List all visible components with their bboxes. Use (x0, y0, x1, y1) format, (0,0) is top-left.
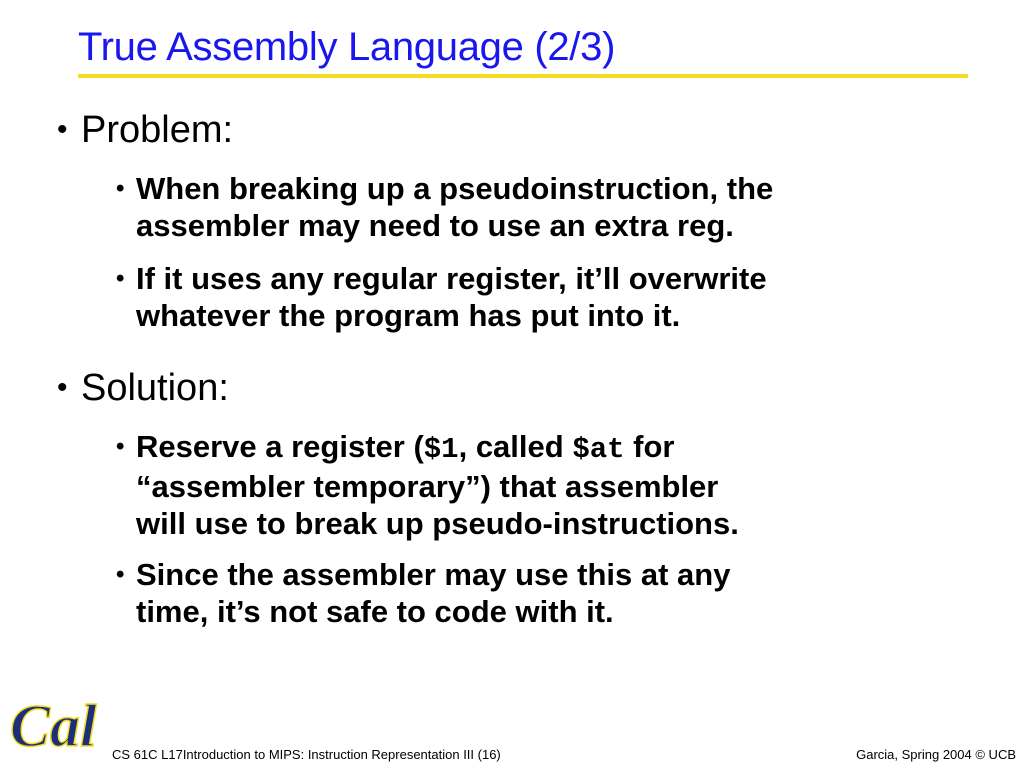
solution-point-1-text-c: for (624, 429, 675, 464)
solution-point-1-line-1 (136, 428, 976, 468)
bullet-dot: • (116, 561, 125, 588)
solution-heading: Solution: (81, 367, 229, 409)
solution-point-2-line-2: time, it’s not safe to code with it. (136, 594, 614, 629)
title-underline (78, 74, 968, 78)
footer-copyright: Garcia, Spring 2004 © UCB (856, 747, 1016, 762)
slide-title: True Assembly Language (2/3) (78, 25, 616, 69)
register-code-1: $1 (423, 433, 459, 466)
bullet-dot: • (116, 265, 125, 292)
solution-point-1-line-2: “assembler temporary”) that assembler (136, 469, 719, 504)
problem-heading: Problem: (81, 109, 234, 151)
solution-point-1-text-a: Reserve a register ( (136, 429, 424, 464)
problem-point-2-line-1: If it uses any regular register, it’ll overwrite (136, 261, 767, 296)
problem-point-2-line-2: whatever the program has put into it. (136, 298, 681, 333)
cal-logo (6, 686, 106, 758)
solution-point-1-line-3: will use to break up pseudo-instructions. (136, 506, 739, 541)
bullet-dot: • (57, 371, 68, 404)
solution-point-2-line-1: Since the assembler may use this at any (136, 557, 731, 592)
register-code-at: $at (572, 433, 625, 466)
solution-point-1-text-b: , called (458, 429, 573, 464)
bullet-dot: • (57, 113, 68, 146)
cal-logo-text: Cal (10, 693, 97, 758)
problem-point-1-line-1: When breaking up a pseudoinstruction, the (136, 171, 774, 206)
footer-course-info: CS 61C L17Introduction to MIPS: Instruction Representation III (16) (112, 747, 501, 762)
bullet-dot: • (116, 433, 125, 460)
problem-point-1-line-2: assembler may need to use an extra reg. (136, 208, 734, 243)
bullet-dot: • (116, 175, 125, 202)
